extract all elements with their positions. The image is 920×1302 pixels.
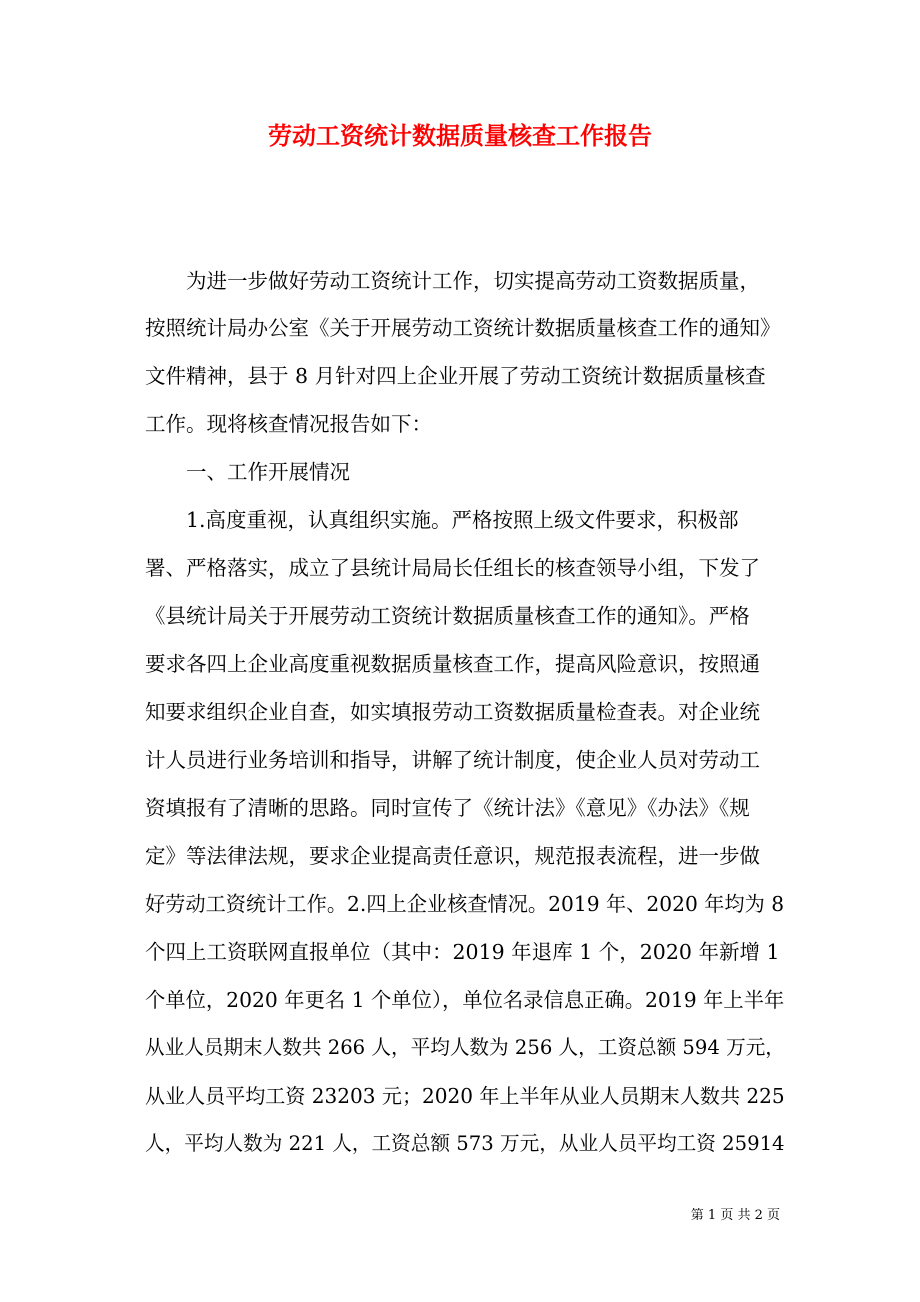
body-line-9: 要求各四上企业高度重视数据质量核查工作，提高风险意识，按照通 [145,652,760,676]
body-line-3: 文件精神，县于 8 月针对四上企业开展了劳动工资统计数据质量核查 [145,364,766,388]
body-line-6: 1.高度重视，认真组织实施。严格按照上级文件要求，积极部 [145,508,739,532]
body-line-11: 计人员进行业务培训和指导，讲解了统计制度，使企业人员对劳动工 [145,748,760,772]
body-line-13: 定》等法律法规，要求企业提高责任意识，规范报表流程，进一步做 [145,844,760,868]
body-line-14: 好劳动工资统计工作。2.四上企业核查情况。2019 年、2020 年均为 8 [145,892,785,916]
body-line-17: 从业人员期末人数共 266 人，平均人数为 256 人，工资总额 594 万元， [145,1036,785,1059]
page-number: 第 1 页 共 2 页 [690,1208,780,1223]
body-line-8: 《县统计局关于开展劳动工资统计数据质量核查工作的通知》。严格 [145,604,750,628]
body-line-16: 个单位，2020 年更名 1 个单位），单位名录信息正确。2019 年上半年 [145,988,785,1012]
body-line-12: 资填报有了清晰的思路。同时宣传了《统计法》《意见》《办法》《规 [145,796,750,820]
page-footer [691,1207,780,1225]
body-line-10: 知要求组织企业自查，如实填报劳动工资数据质量检查表。对企业统 [145,700,760,724]
body-line-7: 署、严格落实，成立了县统计局局长任组长的核查领导小组，下发了 [145,556,760,580]
body-line-19: 人，平均人数为 221 人，工资总额 573 万元，从业人员平均工资 25914 [145,1132,785,1155]
body-line-4: 工作。现将核查情况报告如下： [145,412,432,436]
body-line-15: 个四上工资联网直报单位（其中：2019 年退库 1 个，2020 年新增 1 [145,940,780,964]
document-title: 劳动工资统计数据质量核查工作报告 [268,121,652,150]
section-heading: 一、工作开展情况 [145,460,350,484]
body-line-18: 从业人员平均工资 23203 元；2020 年上半年从业人员期末人数共 225 [145,1084,785,1108]
body-line-2: 按照统计局办公室《关于开展劳动工资统计数据质量核查工作的通知》 [145,316,781,340]
body-line-1: 为进一步做好劳动工资统计工作，切实提高劳动工资数据质量， [145,269,760,293]
